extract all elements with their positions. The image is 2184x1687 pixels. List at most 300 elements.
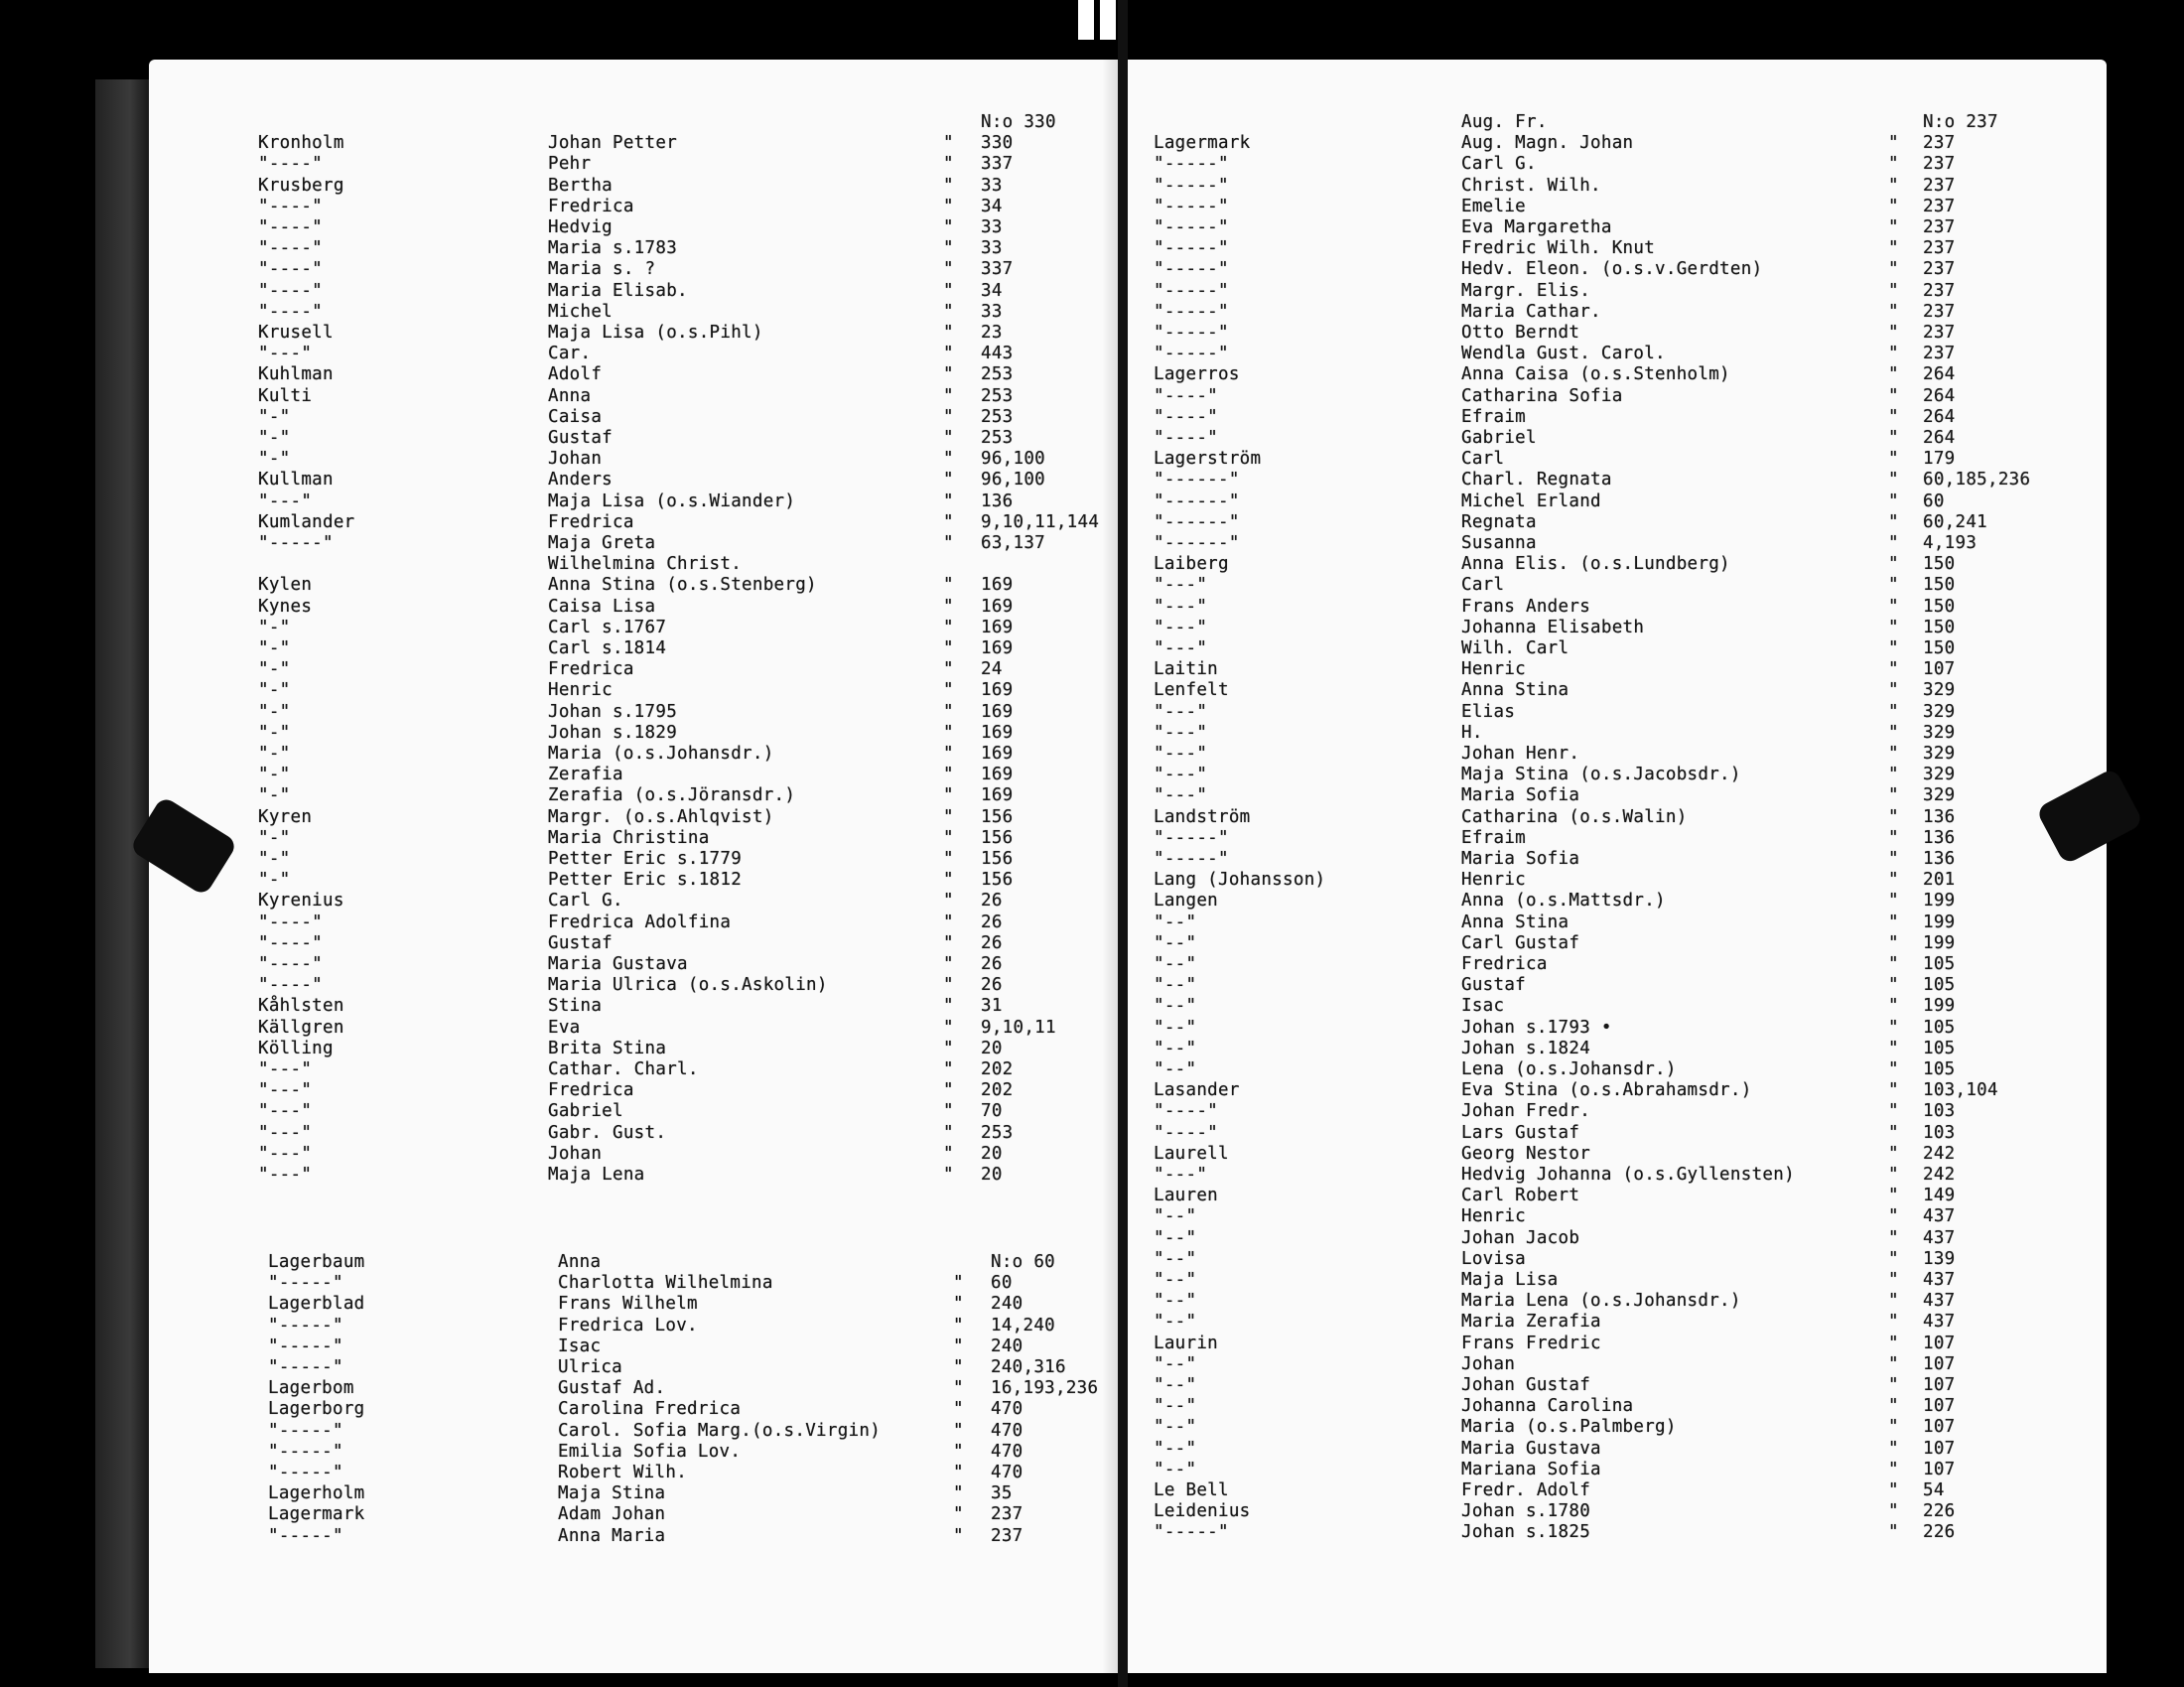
- entry-register-number: 60: [991, 1273, 1013, 1294]
- entry-ditto-mark: ": [953, 1504, 964, 1525]
- entry-register-number: 201: [1923, 870, 1956, 891]
- index-entry: [1124, 406, 2107, 428]
- entry-register-number: 264: [1923, 428, 1956, 448]
- entry-surname: "----": [1154, 428, 1219, 448]
- entry-ditto-mark: ": [1888, 196, 1899, 216]
- entry-surname: Laitin: [1154, 659, 1219, 680]
- entry-given-name: Car.: [548, 344, 592, 364]
- index-entry: [1124, 216, 2107, 238]
- entry-given-name: Eva Stina (o.s.Abrahamsdr.): [1461, 1080, 1752, 1101]
- entry-register-number: 20: [981, 1143, 1003, 1164]
- entry-given-name: Johan Fredr.: [1461, 1101, 1591, 1122]
- index-entry: [1124, 827, 2107, 849]
- entry-ditto-mark: ": [953, 1399, 964, 1420]
- index-entry: [1124, 196, 2107, 217]
- entry-ditto-mark: ": [1888, 175, 1899, 196]
- entry-given-name: Hedvig: [548, 217, 614, 237]
- index-entry: [149, 1017, 1122, 1039]
- index-entry: [1124, 869, 2107, 891]
- index-entry: [149, 596, 1122, 618]
- entry-surname: Kullman: [258, 470, 334, 491]
- index-entry: [1124, 111, 2107, 133]
- entry-ditto-mark: ": [1888, 238, 1899, 259]
- entry-surname: "-----": [268, 1273, 343, 1294]
- entry-ditto-mark: ": [1888, 975, 1899, 996]
- entry-register-number: 107: [1923, 1375, 1956, 1395]
- entry-given-name: Wendla Gust. Carol.: [1461, 344, 1666, 364]
- entry-surname: "----": [1154, 406, 1219, 427]
- entry-ditto-mark: ": [1888, 1101, 1899, 1122]
- entry-surname: Kumlander: [258, 511, 355, 532]
- entry-ditto-mark: ": [943, 744, 954, 764]
- index-entry: [149, 679, 1122, 701]
- entry-register-number: 329: [1923, 744, 1956, 764]
- entry-ditto-mark: ": [1888, 217, 1899, 237]
- entry-surname: "--": [1154, 1417, 1197, 1438]
- entry-given-name: Bertha: [548, 175, 614, 196]
- index-entry: [1124, 532, 2107, 554]
- entry-ditto-mark: ": [1888, 1017, 1899, 1038]
- entry-given-name: Carl s.1767: [548, 617, 667, 637]
- index-entry: [149, 743, 1122, 765]
- entry-surname: Lagerborg: [268, 1399, 365, 1420]
- entry-surname: "---": [258, 1122, 313, 1143]
- entry-given-name: Gustaf Ad.: [558, 1378, 666, 1399]
- entry-ditto-mark: ": [943, 511, 954, 532]
- entry-surname: "-----": [1154, 217, 1229, 237]
- entry-given-name: Carolina Fredrica: [558, 1399, 742, 1420]
- entry-given-name: Anna (o.s.Mattsdr.): [1461, 891, 1666, 912]
- entry-ditto-mark: ": [1888, 154, 1899, 175]
- entry-given-name: Isac: [558, 1336, 602, 1356]
- entry-register-number: 107: [1923, 1459, 1956, 1479]
- entry-given-name: Carl Robert: [1461, 1186, 1580, 1206]
- entry-register-number: 105: [1923, 975, 1956, 996]
- entry-register-number: N:o 330: [981, 112, 1056, 132]
- index-entry: [1124, 1311, 2107, 1333]
- entry-register-number: 156: [981, 870, 1014, 891]
- index-entry: [1124, 343, 2107, 364]
- index-entry: [149, 806, 1122, 828]
- binding-tab-right: [1100, 0, 1116, 40]
- index-entry: [149, 953, 1122, 975]
- entry-register-number: N:o 237: [1923, 112, 1998, 132]
- entry-given-name: Fredrica: [1461, 954, 1548, 974]
- entry-given-name: Fredrica: [548, 511, 634, 532]
- entry-ditto-mark: ": [953, 1294, 964, 1315]
- entry-given-name: Carl s.1814: [548, 638, 667, 658]
- entry-ditto-mark: ": [943, 238, 954, 259]
- right-index-page: [1124, 60, 2107, 1673]
- entry-register-number: 264: [1923, 385, 1956, 406]
- entry-ditto-mark: ": [1888, 996, 1899, 1017]
- index-entry: [149, 932, 1122, 954]
- entry-register-number: 136: [1923, 806, 1956, 827]
- index-entry: [149, 1377, 1122, 1399]
- entry-surname: Landström: [1154, 806, 1251, 827]
- entry-register-number: 16,193,236: [991, 1378, 1099, 1399]
- entry-given-name: Carl Gustaf: [1461, 932, 1580, 953]
- entry-surname: "--": [1154, 1017, 1197, 1038]
- entry-register-number: 63,137: [981, 533, 1046, 553]
- index-entry: [149, 1462, 1122, 1483]
- entry-ditto-mark: ": [943, 1038, 954, 1058]
- index-entry: [1124, 995, 2107, 1017]
- entry-register-number: 199: [1923, 932, 1956, 953]
- index-entry: [149, 111, 1122, 133]
- entry-given-name: Fredric Wilh. Knut: [1461, 238, 1656, 259]
- entry-ditto-mark: ": [1888, 1375, 1899, 1395]
- entry-ditto-mark: ": [1888, 954, 1899, 974]
- entry-surname: "---": [258, 1165, 313, 1185]
- index-entry: [149, 1251, 1122, 1273]
- entry-ditto-mark: ": [1888, 1227, 1899, 1248]
- entry-surname: "-----": [1154, 301, 1229, 322]
- entry-surname: Kylen: [258, 575, 313, 596]
- entry-surname: Lagerros: [1154, 364, 1240, 385]
- entry-register-number: 237: [1923, 217, 1956, 237]
- entry-register-number: 169: [981, 575, 1014, 596]
- entry-register-number: 437: [1923, 1227, 1956, 1248]
- entry-ditto-mark: ": [943, 196, 954, 216]
- entry-ditto-mark: ": [943, 428, 954, 448]
- entry-register-number: 96,100: [981, 470, 1046, 491]
- entry-surname: "----": [258, 975, 324, 996]
- entry-ditto-mark: ": [1888, 638, 1899, 658]
- index-entry: [149, 343, 1122, 364]
- entry-given-name: Maria Sofia: [1461, 849, 1580, 869]
- index-entry: [1124, 153, 2107, 175]
- index-entry: [1124, 553, 2107, 575]
- entry-register-number: 169: [981, 744, 1014, 764]
- entry-ditto-mark: ": [943, 765, 954, 785]
- entry-ditto-mark: ": [1888, 891, 1899, 912]
- entry-register-number: 329: [1923, 722, 1956, 743]
- entry-register-number: 14,240: [991, 1315, 1056, 1336]
- index-entry: [1124, 1374, 2107, 1396]
- entry-surname: "--": [1154, 1038, 1197, 1058]
- entry-surname: "---": [258, 1080, 313, 1101]
- entry-ditto-mark: ": [1888, 491, 1899, 511]
- entry-register-number: 329: [1923, 785, 1956, 806]
- entry-given-name: Ulrica: [558, 1357, 623, 1377]
- entry-register-number: 136: [1923, 849, 1956, 869]
- entry-register-number: 156: [981, 827, 1014, 848]
- entry-surname: "-": [258, 449, 291, 470]
- entry-surname: "--": [1154, 975, 1197, 996]
- index-entry: [1124, 912, 2107, 933]
- entry-given-name: Johan s.1793 •: [1461, 1017, 1612, 1038]
- entry-given-name: Margr. Elis.: [1461, 280, 1591, 301]
- index-entry: [1124, 1248, 2107, 1270]
- index-entry: [149, 1420, 1122, 1442]
- index-entry: [1124, 1500, 2107, 1522]
- index-entry: [1124, 764, 2107, 785]
- entry-ditto-mark: ": [1888, 701, 1899, 722]
- entry-ditto-mark: ": [1888, 1353, 1899, 1374]
- entry-register-number: 9,10,11: [981, 1017, 1056, 1038]
- entry-given-name: Hedv. Eleon. (o.s.v.Gerdten): [1461, 259, 1763, 280]
- entry-surname: "----": [258, 301, 324, 322]
- entry-surname: "---": [258, 1101, 313, 1122]
- index-entry: [149, 1272, 1122, 1294]
- index-entry: [149, 574, 1122, 596]
- entry-given-name: Anna Stina: [1461, 680, 1570, 701]
- entry-register-number: 31: [981, 996, 1003, 1017]
- entry-surname: "--": [1154, 1375, 1197, 1395]
- index-entry: [1124, 363, 2107, 385]
- entry-given-name: Anders: [548, 470, 614, 491]
- entry-surname: "-----": [1154, 323, 1229, 343]
- entry-register-number: N:o 60: [991, 1252, 1056, 1272]
- entry-surname: Leidenius: [1154, 1501, 1251, 1522]
- entry-given-name: Gabriel: [548, 1101, 623, 1122]
- index-entry: [1124, 1521, 2107, 1543]
- entry-register-number: 107: [1923, 1396, 1956, 1417]
- entry-given-name: Carol. Sofia Marg.(o.s.Virgin): [558, 1420, 882, 1441]
- entry-register-number: 24: [981, 659, 1003, 680]
- entry-given-name: Henric: [548, 680, 614, 701]
- index-entry: [149, 553, 1122, 575]
- entry-ditto-mark: ": [1888, 470, 1899, 491]
- entry-register-number: 237: [991, 1504, 1024, 1525]
- index-entry: [149, 1079, 1122, 1101]
- entry-ditto-mark: ": [943, 385, 954, 406]
- index-entry: [1124, 280, 2107, 302]
- entry-register-number: 237: [1923, 133, 1956, 154]
- index-entry: [149, 175, 1122, 197]
- entry-surname: "-": [258, 722, 291, 743]
- entry-given-name: Fredrica: [548, 1080, 634, 1101]
- entry-given-name: Henric: [1461, 870, 1527, 891]
- index-entry: [149, 491, 1122, 512]
- index-entry: [149, 216, 1122, 238]
- entry-surname: Lagermark: [1154, 133, 1251, 154]
- entry-surname: "-": [258, 701, 291, 722]
- entry-given-name: Adolf: [548, 364, 603, 385]
- entry-given-name: Stina: [548, 996, 603, 1017]
- entry-given-name: Johan Jacob: [1461, 1227, 1580, 1248]
- index-entry: [1124, 1100, 2107, 1122]
- entry-register-number: 9,10,11,144: [981, 511, 1100, 532]
- entry-register-number: 169: [981, 596, 1014, 617]
- index-entry: [149, 511, 1122, 533]
- entry-surname: Kyren: [258, 806, 313, 827]
- entry-surname: Laurell: [1154, 1143, 1229, 1164]
- index-entry: [1124, 427, 2107, 449]
- index-entry: [1124, 1459, 2107, 1480]
- entry-ditto-mark: ": [1888, 1291, 1899, 1312]
- entry-surname: "-----": [1154, 344, 1229, 364]
- entry-register-number: 136: [981, 491, 1014, 511]
- entry-ditto-mark: ": [1888, 1522, 1899, 1543]
- entry-surname: "-----": [258, 533, 334, 553]
- index-entry: [1124, 132, 2107, 154]
- index-entry: [1124, 932, 2107, 954]
- entry-register-number: 470: [991, 1420, 1024, 1441]
- entry-register-number: 199: [1923, 912, 1956, 932]
- entry-surname: "---": [258, 1059, 313, 1079]
- entry-given-name: Gustaf: [548, 428, 614, 448]
- entry-given-name: Caisa Lisa: [548, 596, 656, 617]
- index-entry: [1124, 574, 2107, 596]
- entry-given-name: Brita Stina: [548, 1038, 667, 1058]
- entry-register-number: 26: [981, 954, 1003, 974]
- entry-surname: "-----": [1154, 259, 1229, 280]
- entry-given-name: Johan s.1795: [548, 701, 678, 722]
- entry-ditto-mark: ": [943, 849, 954, 869]
- entry-ditto-mark: ": [953, 1357, 964, 1377]
- entry-register-number: 337: [981, 259, 1014, 280]
- entry-surname: "--": [1154, 1227, 1197, 1248]
- entry-given-name: Hedvig Johanna (o.s.Gyllensten): [1461, 1165, 1795, 1185]
- entry-register-number: 437: [1923, 1270, 1956, 1290]
- entry-surname: "---": [1154, 785, 1208, 806]
- entry-surname: "---": [1154, 765, 1208, 785]
- entry-register-number: 107: [1923, 1353, 1956, 1374]
- entry-given-name: Susanna: [1461, 533, 1537, 553]
- entry-surname: "--": [1154, 954, 1197, 974]
- entry-given-name: Gustaf: [548, 932, 614, 953]
- entry-ditto-mark: ": [943, 364, 954, 385]
- entry-ditto-mark: ": [1888, 827, 1899, 848]
- entry-given-name: Otto Berndt: [1461, 323, 1580, 343]
- book-edge-left: [95, 79, 153, 1668]
- entry-register-number: 136: [1923, 827, 1956, 848]
- entry-given-name: Isac: [1461, 996, 1505, 1017]
- entry-surname: "-----": [268, 1357, 343, 1377]
- index-entry: [1124, 596, 2107, 618]
- entry-surname: Källgren: [258, 1017, 344, 1038]
- entry-ditto-mark: ": [1888, 344, 1899, 364]
- entry-given-name: Johan Gustaf: [1461, 1375, 1591, 1395]
- entry-register-number: 329: [1923, 701, 1956, 722]
- entry-register-number: 105: [1923, 1038, 1956, 1058]
- entry-given-name: Maria s.1783: [548, 238, 678, 259]
- entry-given-name: Maria Elisab.: [548, 280, 688, 301]
- entry-ditto-mark: ": [943, 259, 954, 280]
- index-entry: [149, 196, 1122, 217]
- entry-surname: "---": [1154, 617, 1208, 637]
- index-entry: [149, 280, 1122, 302]
- entry-register-number: 242: [1923, 1165, 1956, 1185]
- entry-given-name: Anna Stina (o.s.Stenberg): [548, 575, 817, 596]
- entry-surname: Lagerström: [1154, 449, 1262, 470]
- entry-register-number: 26: [981, 912, 1003, 932]
- entry-given-name: Johanna Carolina: [1461, 1396, 1634, 1417]
- entry-given-name: Fredrica: [548, 659, 634, 680]
- index-entry: [1124, 1333, 2107, 1354]
- entry-ditto-mark: ": [1888, 1501, 1899, 1522]
- entry-surname: "--": [1154, 1206, 1197, 1227]
- entry-ditto-mark: ": [1888, 785, 1899, 806]
- entry-given-name: Wilh. Carl: [1461, 638, 1570, 658]
- entry-ditto-mark: ": [953, 1525, 964, 1546]
- entry-given-name: Maja Lisa: [1461, 1270, 1559, 1290]
- entry-given-name: Gabr. Gust.: [548, 1122, 667, 1143]
- index-entry: [149, 1122, 1122, 1144]
- index-entry: [1124, 1290, 2107, 1312]
- entry-ditto-mark: ": [1888, 765, 1899, 785]
- entry-surname: "-----": [268, 1336, 343, 1356]
- index-entry: [149, 448, 1122, 470]
- index-entry: [149, 1356, 1122, 1378]
- entry-register-number: 34: [981, 196, 1003, 216]
- index-entry: [149, 301, 1122, 323]
- entry-given-name: Lovisa: [1461, 1248, 1527, 1269]
- entry-register-number: 253: [981, 364, 1014, 385]
- entry-given-name: Maria s. ?: [548, 259, 656, 280]
- entry-given-name: Wilhelmina Christ.: [548, 554, 743, 575]
- index-entry: [1124, 974, 2107, 996]
- entry-surname: "--": [1154, 1291, 1197, 1312]
- entry-register-number: 26: [981, 932, 1003, 953]
- entry-register-number: 105: [1923, 954, 1956, 974]
- index-entry: [1124, 637, 2107, 659]
- entry-register-number: 60,185,236: [1923, 470, 2031, 491]
- entry-given-name: Elias: [1461, 701, 1516, 722]
- entry-surname: Kyrenius: [258, 891, 344, 912]
- entry-ditto-mark: ": [943, 659, 954, 680]
- entry-register-number: 150: [1923, 554, 1956, 575]
- entry-given-name: Fredrica Adolfina: [548, 912, 732, 932]
- entry-surname: "------": [1154, 470, 1240, 491]
- index-entry: [1124, 469, 2107, 491]
- entry-given-name: Fredrica: [548, 196, 634, 216]
- entry-surname: "---": [1154, 722, 1208, 743]
- entry-given-name: Maria Sofia: [1461, 785, 1580, 806]
- entry-register-number: 54: [1923, 1480, 1945, 1500]
- index-entry: [149, 1398, 1122, 1420]
- entry-register-number: 437: [1923, 1206, 1956, 1227]
- entry-register-number: 169: [981, 617, 1014, 637]
- entry-register-number: 34: [981, 280, 1003, 301]
- entry-surname: "-": [258, 680, 291, 701]
- entry-given-name: Johan Petter: [548, 133, 678, 154]
- entry-register-number: 264: [1923, 364, 1956, 385]
- entry-register-number: 169: [981, 638, 1014, 658]
- entry-register-number: 107: [1923, 659, 1956, 680]
- entry-given-name: Eva: [548, 1017, 581, 1038]
- index-entry: [149, 848, 1122, 870]
- entry-given-name: Maria Cathar.: [1461, 301, 1601, 322]
- index-entry: [1124, 511, 2107, 533]
- index-entry: [1124, 448, 2107, 470]
- entry-surname: "-": [258, 870, 291, 891]
- entry-ditto-mark: ": [1888, 1165, 1899, 1185]
- entry-given-name: Carl: [1461, 449, 1505, 470]
- entry-register-number: 264: [1923, 406, 1956, 427]
- index-entry: [149, 1164, 1122, 1186]
- entry-given-name: Maria Lena (o.s.Johansdr.): [1461, 1291, 1741, 1312]
- entry-given-name: Fredr. Adolf: [1461, 1480, 1591, 1500]
- entry-ditto-mark: ": [1888, 1122, 1899, 1143]
- entry-given-name: Maja Lisa (o.s.Pihl): [548, 323, 763, 343]
- entry-ditto-mark: ": [953, 1441, 964, 1462]
- entry-surname: "------": [1154, 511, 1240, 532]
- entry-surname: "---": [1154, 744, 1208, 764]
- entry-register-number: 156: [981, 849, 1014, 869]
- entry-ditto-mark: ": [943, 154, 954, 175]
- index-entry: [149, 1525, 1122, 1547]
- entry-given-name: Charl. Regnata: [1461, 470, 1612, 491]
- entry-register-number: 179: [1923, 449, 1956, 470]
- entry-given-name: Pehr: [548, 154, 592, 175]
- entry-surname: Laiberg: [1154, 554, 1229, 575]
- entry-ditto-mark: ": [1888, 301, 1899, 322]
- index-entry: [1124, 1143, 2107, 1165]
- entry-ditto-mark: ": [943, 785, 954, 806]
